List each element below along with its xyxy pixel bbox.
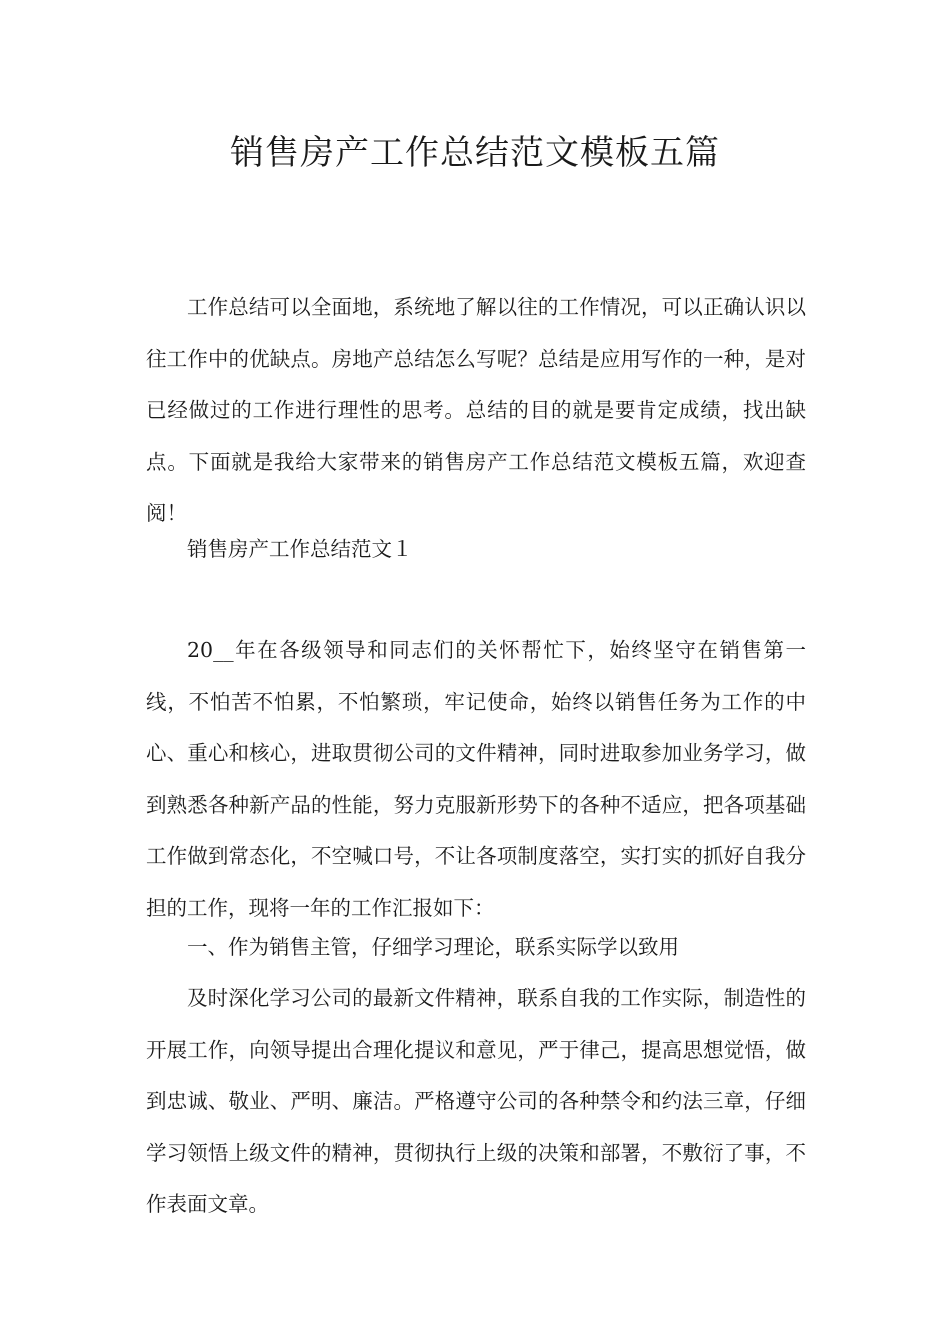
section-subtitle: 销售房产工作总结范文１ — [187, 537, 413, 561]
section-heading: 一、作为销售主管，仔细学习理论，联系实际学以致用 — [187, 935, 679, 959]
intro-paragraph: 工作总结可以全面地，系统地了解以往的工作情况，可以正确认识以往工作中的优缺点。房地产总结怎么写呢？总结是应用写作的一种，是对已经做过的工作进行理性的思考。总结的目的就是要肯定成绩，找出缺点。下面就是我给大家带来的销售房产工作总结范文模板五篇，欢迎查阅！ — [146, 295, 806, 525]
document-title: 销售房产工作总结范文模板五篇 — [230, 133, 720, 173]
body-paragraph: 20__年在各级领导和同志们的关怀帮忙下，始终坚守在销售第一线，不怕苦不怕累，不怕繁琐，牢记使命，始终以销售任务为工作的中心、重心和核心，进取贯彻公司的文件精神，同时进取参加业务学习，做到熟悉各种新产品的性能，努力克服新形势下的各种不适应，把各项基础工作做到常态化，不空喊口号，不让各项制度落空，实打实的抓好自我分担的工作，现将一年的工作汇报如下： — [146, 638, 806, 920]
body-paragraph: 及时深化学习公司的最新文件精神，联系自我的工作实际，制造性的开展工作，向领导提出合理化提议和意见，严于律己，提高思想觉悟，做到忠诚、敬业、严明、廉洁。严格遵守公司的各种禁令和约法三章，仔细学习领悟上级文件的精神，贯彻执行上级的决策和部署，不敷衍了事，不作表面文章。 — [146, 986, 806, 1216]
